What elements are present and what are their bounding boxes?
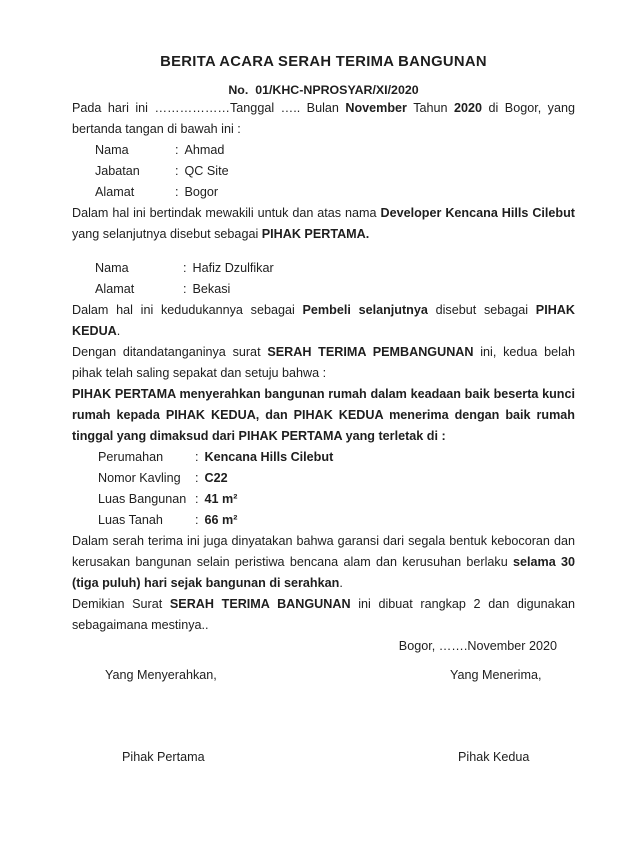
text-segment: Pada hari ini ………………Tanggal ….. Bulan — [72, 101, 346, 115]
field-separator: : — [195, 492, 199, 506]
field-separator: : — [195, 471, 199, 485]
handover-paragraph — [72, 384, 575, 447]
field-value: Hafiz Dzulfikar — [192, 261, 274, 275]
second-party-role-paragraph — [72, 300, 575, 342]
detail-row — [72, 510, 575, 531]
bold-text-segment: selama 30 (tiga puluh) hari sejak bangunan di serahkan — [72, 555, 575, 590]
field-label: Jabatan — [95, 164, 140, 178]
detail-row — [72, 279, 575, 300]
field-label: Nomor Kavling — [98, 471, 181, 485]
bold-text-segment: SERAH TERIMA PEMBANGUNAN — [267, 345, 474, 359]
signature-role-right: Yang Menerima, — [450, 668, 542, 682]
signature-role-left: Yang Menyerahkan, — [105, 668, 217, 682]
field-label: Luas Bangunan — [98, 492, 187, 506]
field-separator: : — [175, 164, 179, 178]
text-segment: Demikian Surat — [72, 597, 170, 611]
field-value: 41 m² — [204, 492, 238, 506]
field-separator: : — [195, 450, 199, 464]
bold-text-segment: SERAH TERIMA BANGUNAN — [169, 597, 351, 611]
opening-paragraph — [72, 98, 575, 140]
text-segment: Dalam serah terima ini juga dinyatakan bahwa garansi dari segala bentuk kebocoran dan kerusakan bangunan selain peristiwa bencana alam dan kerusuhan berlaku — [72, 534, 575, 569]
bold-text-segment: 2020 — [454, 101, 483, 115]
field-separator: : — [195, 513, 199, 527]
first-party-role-paragraph — [72, 203, 575, 245]
bold-text-segment: Developer Kencana Hills Cilebut — [380, 206, 575, 220]
text-segment: yang selanjutnya disebut sebagai — [72, 227, 262, 241]
agreement-paragraph — [72, 342, 575, 384]
field-value: C22 — [204, 471, 228, 485]
text-segment: ini, kedua belah pihak telah saling sepakat dan setuju bahwa : — [72, 345, 575, 380]
text-segment: disebut sebagai — [427, 303, 536, 317]
signature-section — [72, 667, 575, 787]
field-separator: : — [183, 261, 187, 275]
field-label: Nama — [95, 261, 129, 275]
text-segment: . — [116, 324, 121, 338]
signature-party-right: Pihak Kedua — [458, 750, 530, 764]
field-separator: : — [175, 143, 179, 157]
field-separator: : — [175, 185, 179, 199]
bold-text-segment: PIHAK PERTAMA menyerahkan bangunan rumah dalam keadaan baik beserta kunci rumah kepada PIHAK KEDUA, dan PIHAK KEDUA menerima dengan baik rumah tinggal yang dimaksud dari PIHAK PERTAMA yang terletak di : — [72, 387, 575, 443]
field-separator: : — [183, 282, 187, 296]
text-segment: Tahun — [406, 101, 454, 115]
detail-row — [72, 182, 575, 203]
field-value: QC Site — [184, 164, 229, 178]
field-label: Alamat — [95, 185, 135, 199]
text-segment: . — [339, 576, 343, 590]
property-details — [72, 447, 575, 531]
detail-row — [72, 468, 575, 489]
warranty-paragraph — [72, 531, 575, 594]
field-label: Alamat — [95, 282, 135, 296]
bold-text-segment: PIHAK PERTAMA. — [261, 227, 370, 241]
document-number: No. 01/KHC-NPROSYAR/XI/2020 — [228, 83, 419, 97]
detail-row — [72, 258, 575, 279]
detail-row — [72, 140, 575, 161]
text-segment: di Bogor, yang bertanda tangan di bawah ini : — [72, 101, 575, 136]
field-value: Kencana Hills Cilebut — [204, 450, 334, 464]
text-segment: ini dibuat rangkap 2 dan digunakan sebagaimana mestinya.. — [72, 597, 575, 632]
field-label: Nama — [95, 143, 129, 157]
signature-party-left: Pihak Pertama — [122, 750, 205, 764]
text-segment: Dengan ditandatanganinya surat — [72, 345, 268, 359]
first-party-details — [72, 140, 575, 203]
bold-text-segment: PIHAK KEDUA — [72, 303, 575, 338]
detail-row — [72, 489, 575, 510]
field-value: Ahmad — [184, 143, 225, 157]
detail-row — [72, 447, 575, 468]
second-party-details — [72, 258, 575, 300]
closing-paragraph — [72, 594, 575, 636]
detail-row — [72, 161, 575, 182]
field-label: Perumahan — [98, 450, 164, 464]
bold-text-segment: November — [345, 101, 407, 115]
field-value: Bogor — [184, 185, 219, 199]
text-segment: Dalam hal ini kedudukannya sebagai — [72, 303, 303, 317]
text-segment: Dalam hal ini bertindak mewakili untuk dan atas nama — [72, 206, 381, 220]
place-date-line: Bogor, …….November 2020 — [398, 639, 557, 653]
bold-text-segment: Pembeli selanjutnya — [302, 303, 428, 317]
field-value: Bekasi — [192, 282, 231, 296]
field-value: 66 m² — [204, 513, 238, 527]
document-title: BERITA ACARA SERAH TERIMA BANGUNAN — [160, 54, 487, 70]
field-label: Luas Tanah — [98, 513, 163, 527]
